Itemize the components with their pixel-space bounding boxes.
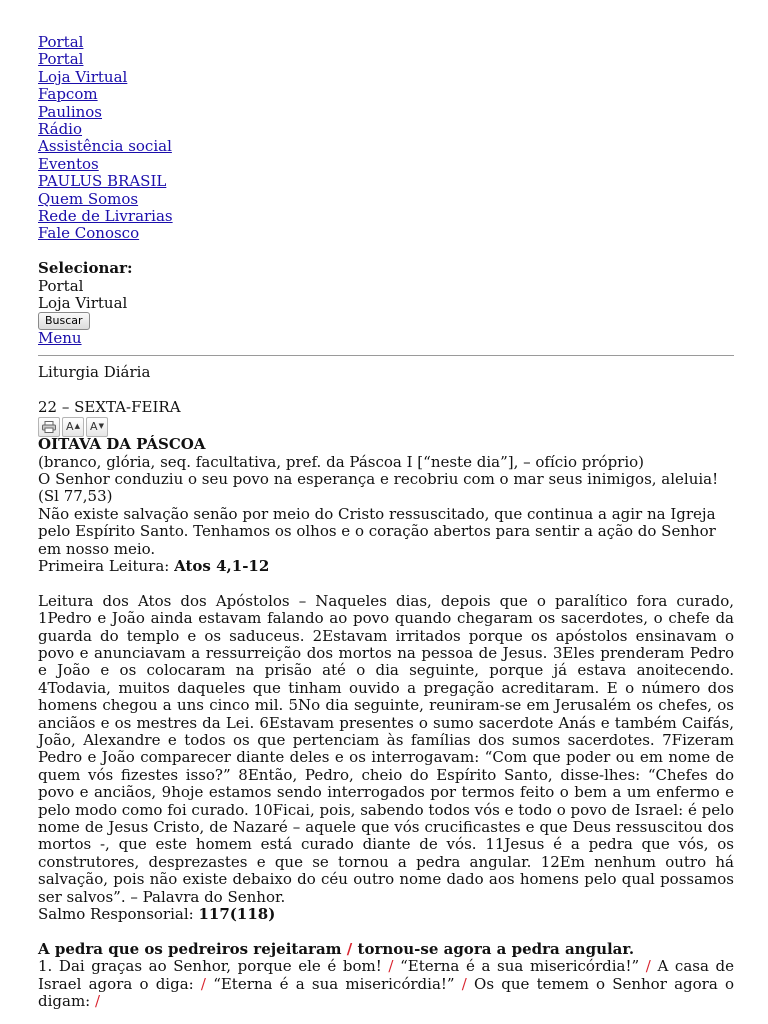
printer-glyph <box>42 421 56 433</box>
increase-font-button[interactable] <box>62 417 84 437</box>
increase-arrow-icon: ▲ <box>74 422 80 431</box>
psalm-label: Salmo Responsorial: <box>38 905 194 924</box>
verse-slash: / <box>388 957 394 976</box>
nav-link-eventos[interactable]: Eventos <box>38 154 99 173</box>
feast-title: OITAVA DA PÁSCOA <box>38 435 206 454</box>
nav-link-radio[interactable]: Rádio <box>38 120 83 139</box>
intro-text: Não existe salvação senão por meio do Cristo ressuscitado, que continua a agir na Igreja pelo Espírito Santo. Tenhamos os olhos e o coração abertos para sentir a ação do Senhor em nosso meio. <box>38 504 716 558</box>
verse-slash: / <box>461 974 467 993</box>
refrain-slash: / <box>346 939 353 958</box>
psalm-heading <box>38 906 734 923</box>
search-button[interactable]: Buscar <box>38 312 90 330</box>
section-title: Liturgia Diária <box>38 362 151 381</box>
entrance-antiphon: O Senhor conduziu o seu povo na esperança e recobriu com o mar seus inimigos, aleluia! (Sl 77,53) <box>38 469 719 506</box>
verse1-part3: A casa de Israel agora o diga: <box>38 957 734 993</box>
decrease-font-label: A <box>90 420 98 434</box>
nav-link-portal[interactable]: Portal <box>38 33 84 51</box>
decrease-arrow-icon: ▼ <box>98 422 104 431</box>
spacer <box>38 575 734 592</box>
nav-link-paulinos[interactable]: Paulinos <box>38 102 103 121</box>
verse-slash: / <box>200 974 206 993</box>
liturgy-date: 22 – SEXTA-FEIRA <box>38 397 181 416</box>
nav-link-rede-de-livrarias[interactable]: Rede de Livrarias <box>38 207 173 226</box>
site-selector <box>38 260 734 348</box>
first-reading-heading <box>38 558 734 575</box>
nav-link-fale-conosco[interactable]: Fale Conosco <box>38 224 140 243</box>
first-reading-ref: Atos 4,1-12 <box>174 556 270 575</box>
menu-link[interactable]: Menu <box>38 329 82 348</box>
selector-label: Selecionar: <box>38 259 133 278</box>
verse-slash: / <box>95 992 101 1011</box>
printer-icon[interactable] <box>38 417 60 437</box>
nav-link-paulus-brasil[interactable]: PAULUS BRASIL <box>38 172 167 191</box>
verse1-part1: 1. Dai graças ao Senhor, porque ele é bom! <box>38 957 382 976</box>
nav-link-assistencia-social[interactable]: Assistência social <box>38 137 172 156</box>
verse-slash: / <box>645 957 651 976</box>
nav-link-fapcom[interactable]: Fapcom <box>38 85 98 104</box>
nav-link-loja-virtual[interactable]: Loja Virtual <box>38 67 128 86</box>
psalm-verse-1 <box>38 958 734 1010</box>
feast-info: (branco, glória, seq. facultativa, pref. da Páscoa I [“neste dia”], – ofício próprio) <box>38 452 645 471</box>
page-content <box>38 34 734 1010</box>
spacer <box>38 923 734 940</box>
psalm-ref: 117(118) <box>198 905 276 924</box>
decrease-font-button[interactable] <box>86 417 108 437</box>
verse1-part2: “Eterna é a sua misericórdia!” <box>400 957 640 976</box>
nav-links <box>38 34 734 243</box>
nav-link-quem-somos[interactable]: Quem Somos <box>38 189 139 208</box>
refrain-part2: tornou-se agora a pedra angular. <box>357 939 635 958</box>
psalm-refrain <box>38 941 734 958</box>
divider <box>38 355 734 356</box>
selector-option-portal[interactable]: Portal <box>38 276 84 295</box>
verse1-part4: “Eterna é a sua misericórdia!” <box>213 974 455 993</box>
text-tools <box>38 417 734 436</box>
verse1-part5: Os que temem o Senhor agora o digam: <box>38 974 734 1011</box>
increase-font-label: A <box>66 420 74 434</box>
first-reading-text: Leitura dos Atos dos Apóstolos – Naqueles dias, depois que o paralítico fora curado, 1Pedro e João ainda estavam falando ao povo quando chegaram os sacerdotes, o chefe da guarda do templo e os saduceus. 2Estavam irritados porque os apóstolos ensinavam o povo e anunciavam a ressurreição dos mortos na pessoa de Jesus. 3Eles prenderam Pedro e João e os colocaram na prisão até o dia seguinte, porque já estava anoitecendo. 4Todavia, muitos daqueles que tinham ouvido a pregação acreditaram. E o número dos homens chegou a uns cinco mil. 5No dia seguinte, reuniram-se em Jerusalém os chefes, os anciãos e os mestres da Lei. 6Estavam presentes o sumo sacerdote Anás e também Caifás, João, Alexandre e todos os que pertenciam às famílias dos sumos sacerdotes. 7Fizeram Pedro e João comparecer diante deles e os interrogavam: “Com que poder ou em nome de quem vós fizestes isso?” 8Então, Pedro, cheio do Espírito Santo, disse-lhes: “Chefes do povo e anciãos, 9hoje estamos sendo interrogados por termos feito o bem a um enfermo e pelo modo como foi curado. 10Ficai, pois, sabendo todos vós e todo o povo de Israel: é pelo nome de Jesus Cristo, de Nazaré – aquele que vós crucificastes e que Deus ressuscitou dos mortos -, que este homem está curado diante de vós. 11Jesus é a pedra que vós, os construtores, desprezastes e que se tornou a pedra angular. 12Em nenhum outro há salvação, pois não existe debaixo do céu outro nome dado aos homens pelo qual possamos ser salvos”. – Palavra do Senhor. <box>38 591 734 906</box>
selector-option-loja-virtual[interactable]: Loja Virtual <box>38 294 128 313</box>
first-reading-label: Primeira Leitura: <box>38 556 170 575</box>
nav-link-portal-2[interactable]: Portal <box>38 50 84 69</box>
refrain-part1: A pedra que os pedreiros rejeitaram <box>38 939 342 958</box>
